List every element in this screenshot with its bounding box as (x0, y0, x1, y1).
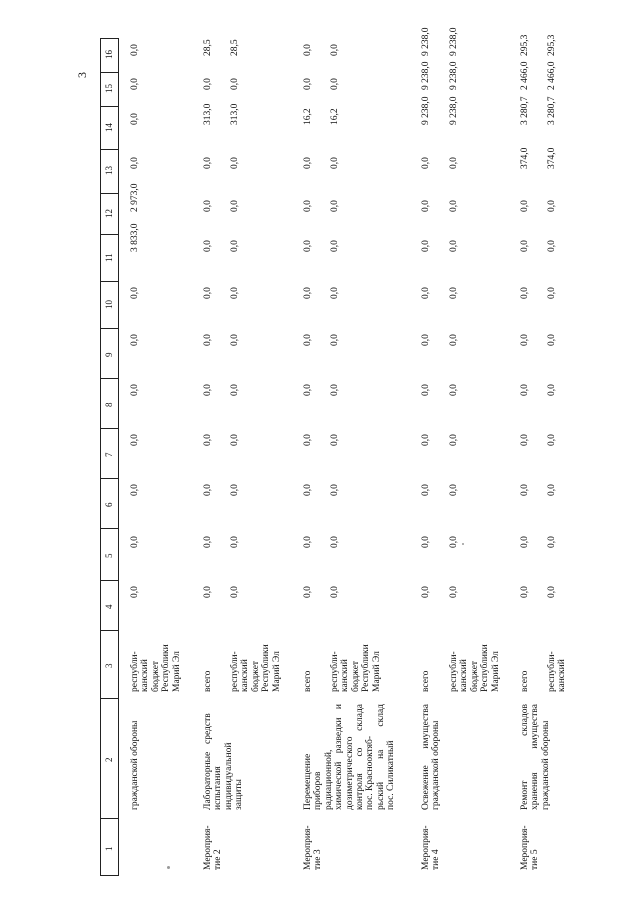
amount-cell: 0,0 (203, 586, 213, 598)
column-separator (100, 106, 119, 107)
amount-cell: 0,0 (449, 240, 459, 252)
funding-source: канский (240, 659, 251, 692)
amount-cell: 0,0 (449, 536, 459, 548)
funding-source: республи- (449, 651, 459, 692)
amount-cell: 0,0 (330, 536, 340, 548)
amount-cell: 0,0 (330, 200, 340, 212)
amount-cell: 0,0 (303, 157, 313, 169)
amount-cell: 0,0 (230, 157, 240, 169)
amount-cell: 3 280,7 (547, 96, 557, 125)
amount-cell: 0,0 (421, 384, 431, 396)
amount-cell: 0,0 (203, 334, 213, 346)
amount-cell: 0,0 (203, 384, 213, 396)
funding-source: канский (140, 659, 151, 692)
measure-description: хранения имущества (530, 704, 541, 810)
amount-cell: 0,0 (449, 586, 459, 598)
funding-source: бюджет (469, 660, 480, 692)
amount-cell: 28,5 (230, 39, 240, 56)
funding-source: Марий Эл (271, 651, 282, 692)
amount-cell: 0,0 (230, 287, 240, 299)
amount-cell: 0,0 (520, 536, 530, 548)
column-separator (100, 378, 119, 379)
column-header: 4 (104, 604, 114, 609)
column-header: 16 (104, 50, 114, 59)
scan-speck (462, 543, 464, 545)
amount-cell: 2 466,0 (520, 61, 530, 90)
amount-cell: 28,5 (203, 39, 213, 56)
measure-description: Освежение имущества (421, 704, 431, 810)
funding-source: республи- (330, 651, 340, 692)
measure-description: радиационной, (323, 749, 334, 810)
amount-cell: 0,0 (330, 240, 340, 252)
amount-cell: 0,0 (330, 334, 340, 346)
funding-source: республи- (230, 651, 240, 692)
amount-cell: 0,0 (449, 334, 459, 346)
amount-cell: 0,0 (230, 78, 240, 90)
amount-cell: 9 238,0 (421, 96, 431, 125)
column-header: 11 (104, 252, 114, 262)
amount-cell: 0,0 (203, 434, 213, 446)
amount-cell: 0,0 (130, 434, 140, 446)
amount-cell: 0,0 (303, 434, 313, 446)
amount-cell: 0,0 (547, 384, 557, 396)
amount-cell: 0,0 (130, 384, 140, 396)
amount-cell: 0,0 (230, 200, 240, 212)
amount-cell: 0,0 (421, 586, 431, 598)
column-separator (100, 528, 119, 529)
amount-cell: 0,0 (203, 157, 213, 169)
amount-cell: 0,0 (130, 334, 140, 346)
funding-source: республи- (130, 651, 140, 692)
amount-cell: 9 238,0 (449, 27, 459, 56)
measure-description: средств (203, 713, 213, 744)
column-separator (100, 630, 119, 631)
column-separator (100, 328, 119, 329)
amount-cell: 0,0 (303, 484, 313, 496)
amount-cell: 0,0 (330, 157, 340, 169)
amount-cell: 0,0 (421, 157, 431, 169)
column-header: 15 (104, 84, 114, 93)
funding-source: Марий Эл (171, 651, 182, 692)
amount-cell: 0,0 (330, 434, 340, 446)
amount-cell: 0,0 (203, 78, 213, 90)
amount-cell: 313,0 (230, 103, 240, 125)
measure-description: химической разведки и (334, 704, 345, 810)
measure-description: гражданской обороны (431, 720, 442, 810)
measure-label: Мероприя- (203, 825, 213, 870)
column-header: 13 (104, 166, 114, 175)
amount-cell: 0,0 (330, 484, 340, 496)
measure-description: гражданской обороны (540, 720, 551, 810)
column-header: 8 (104, 402, 114, 407)
funding-source: Республики (261, 644, 272, 692)
amount-cell: 0,0 (421, 484, 431, 496)
amount-cell: 0,0 (547, 334, 557, 346)
amount-cell: 0,0 (449, 434, 459, 446)
funding-source: всего (520, 670, 530, 692)
measure-label: Мероприя- (520, 825, 530, 870)
measure-label: тие 5 (530, 849, 541, 870)
amount-cell: 0,0 (230, 586, 240, 598)
funding-source: канский (340, 659, 351, 692)
measure-description: пос. Краснооктяб- (365, 735, 376, 810)
header-rule-left (100, 38, 101, 875)
funding-source: Республики (161, 644, 172, 692)
measure-description: гражданской обороны (130, 720, 140, 810)
amount-cell: 0,0 (303, 586, 313, 598)
amount-cell: 16,2 (330, 108, 340, 125)
amount-cell: 0,0 (547, 536, 557, 548)
column-header: 6 (104, 502, 114, 507)
amount-cell: 0,0 (449, 200, 459, 212)
amount-cell: 9 238,0 (449, 61, 459, 90)
amount-cell: 0,0 (130, 484, 140, 496)
funding-source: Марий Эл (371, 651, 382, 692)
amount-cell: 2 973,0 (130, 183, 140, 212)
amount-cell: 0,0 (330, 78, 340, 90)
measure-description: испытания (213, 766, 224, 810)
amount-cell: 374,0 (520, 147, 530, 169)
amount-cell: 0,0 (520, 484, 530, 496)
measure-description: контроля со склада (355, 704, 365, 810)
amount-cell: 9 238,0 (449, 96, 459, 125)
funding-source: бюджет (250, 660, 261, 692)
amount-cell: 0,0 (303, 78, 313, 90)
column-header: 14 (104, 122, 114, 132)
amount-cell: 0,0 (547, 200, 557, 212)
amount-cell: 0,0 (130, 287, 140, 299)
measure-description: приборов (313, 771, 324, 810)
amount-cell: 0,0 (449, 484, 459, 496)
amount-cell: 0,0 (230, 240, 240, 252)
amount-cell: 0,0 (547, 434, 557, 446)
amount-cell: 0,0 (303, 536, 313, 548)
funding-source: бюджет (150, 660, 161, 692)
measure-description: Перемещение (303, 753, 313, 810)
column-separator (100, 698, 119, 699)
amount-cell: 0,0 (130, 586, 140, 598)
amount-cell: 0,0 (230, 334, 240, 346)
amount-cell: 0,0 (421, 334, 431, 346)
amount-cell: 0,0 (130, 44, 140, 56)
funding-source: канский (459, 659, 470, 692)
amount-cell: 295,3 (520, 34, 530, 56)
amount-cell: 0,0 (203, 200, 213, 212)
amount-cell: 0,0 (520, 334, 530, 346)
measure-description: индивидуальной (223, 742, 234, 810)
amount-cell: 0,0 (230, 484, 240, 496)
column-separator (100, 875, 119, 876)
amount-cell: 313,0 (203, 103, 213, 125)
amount-cell: 0,0 (520, 200, 530, 212)
amount-cell: 0,0 (330, 586, 340, 598)
amount-cell: 0,0 (303, 287, 313, 299)
header-rule-right (118, 38, 119, 875)
column-header: 7 (104, 452, 114, 457)
amount-cell: 0,0 (130, 157, 140, 169)
measure-label: тие 2 (213, 849, 224, 870)
column-separator (100, 38, 119, 39)
column-separator (100, 818, 119, 819)
amount-cell: 0,0 (449, 287, 459, 299)
amount-cell: 0,0 (130, 78, 140, 90)
amount-cell: 0,0 (421, 536, 431, 548)
amount-cell: 0,0 (203, 536, 213, 548)
amount-cell: 0,0 (330, 384, 340, 396)
funding-source: Республики (361, 644, 372, 692)
page-number: 3 (75, 72, 89, 78)
amount-cell: 0,0 (203, 240, 213, 252)
funding-source: Марий Эл (490, 651, 501, 692)
amount-cell: 0,0 (330, 287, 340, 299)
amount-cell: 0,0 (547, 287, 557, 299)
amount-cell: 0,0 (421, 240, 431, 252)
column-header: 9 (104, 352, 114, 357)
measure-description: Лабораторные (203, 751, 213, 810)
measure-description: Ремонт складов (520, 704, 530, 810)
amount-cell: 3 280,7 (520, 96, 530, 125)
amount-cell: 0,0 (449, 384, 459, 396)
amount-cell: 0,0 (421, 434, 431, 446)
column-separator (100, 281, 119, 282)
measure-description: пос. Силикатный (386, 740, 397, 810)
measure-label: тие 3 (313, 849, 324, 870)
amount-cell: 0,0 (547, 586, 557, 598)
column-separator (100, 478, 119, 479)
column-separator (100, 193, 119, 194)
amount-cell: 0,0 (303, 384, 313, 396)
scan-speck (167, 866, 170, 869)
amount-cell: 0,0 (230, 434, 240, 446)
column-header: 1 (104, 846, 114, 851)
column-header: 12 (104, 208, 114, 218)
amount-cell: 0,0 (203, 287, 213, 299)
amount-cell: 0,0 (520, 384, 530, 396)
funding-source: канский (557, 659, 568, 692)
measure-description: рьский на склад (375, 704, 386, 810)
amount-cell: 0,0 (520, 240, 530, 252)
amount-cell: 9 238,0 (421, 61, 431, 90)
amount-cell: 0,0 (130, 113, 140, 125)
amount-cell: 0,0 (330, 44, 340, 56)
amount-cell: 16,2 (303, 108, 313, 125)
amount-cell: 0,0 (203, 484, 213, 496)
column-header: 2 (104, 757, 114, 762)
amount-cell: 2 466,0 (547, 61, 557, 90)
amount-cell: 0,0 (547, 240, 557, 252)
amount-cell: 0,0 (303, 200, 313, 212)
funding-source: всего (203, 670, 213, 692)
amount-cell: 9 238,0 (421, 27, 431, 56)
funding-source: всего (303, 670, 313, 692)
amount-cell: 0,0 (449, 157, 459, 169)
column-header: 10 (104, 299, 114, 309)
column-separator (100, 580, 119, 581)
amount-cell: 3 833,0 (130, 223, 140, 252)
funding-source: бюджет (350, 660, 361, 692)
amount-cell: 0,0 (421, 200, 431, 212)
amount-cell: 0,0 (230, 384, 240, 396)
measure-label: тие 4 (431, 849, 442, 870)
amount-cell: 0,0 (303, 240, 313, 252)
amount-cell: 0,0 (520, 586, 530, 598)
funding-source: республи- (547, 651, 557, 692)
funding-source: всего (421, 670, 431, 692)
column-separator (100, 72, 119, 73)
amount-cell: 0,0 (421, 287, 431, 299)
amount-cell: 0,0 (130, 536, 140, 548)
amount-cell: 295,3 (547, 34, 557, 56)
column-header: 3 (104, 663, 114, 668)
measure-description: дозиметрического (344, 736, 355, 810)
column-separator (100, 234, 119, 235)
amount-cell: 0,0 (520, 434, 530, 446)
measure-description: защиты (234, 779, 245, 810)
column-separator (100, 428, 119, 429)
amount-cell: 0,0 (547, 484, 557, 496)
measure-label: Мероприя- (303, 825, 313, 870)
measure-label: Мероприя- (421, 825, 431, 870)
column-separator (100, 149, 119, 150)
funding-source: Республики (480, 644, 491, 692)
amount-cell: 0,0 (303, 334, 313, 346)
amount-cell: 0,0 (303, 44, 313, 56)
amount-cell: 374,0 (547, 147, 557, 169)
amount-cell: 0,0 (230, 536, 240, 548)
amount-cell: 0,0 (520, 287, 530, 299)
column-header: 5 (104, 553, 114, 558)
